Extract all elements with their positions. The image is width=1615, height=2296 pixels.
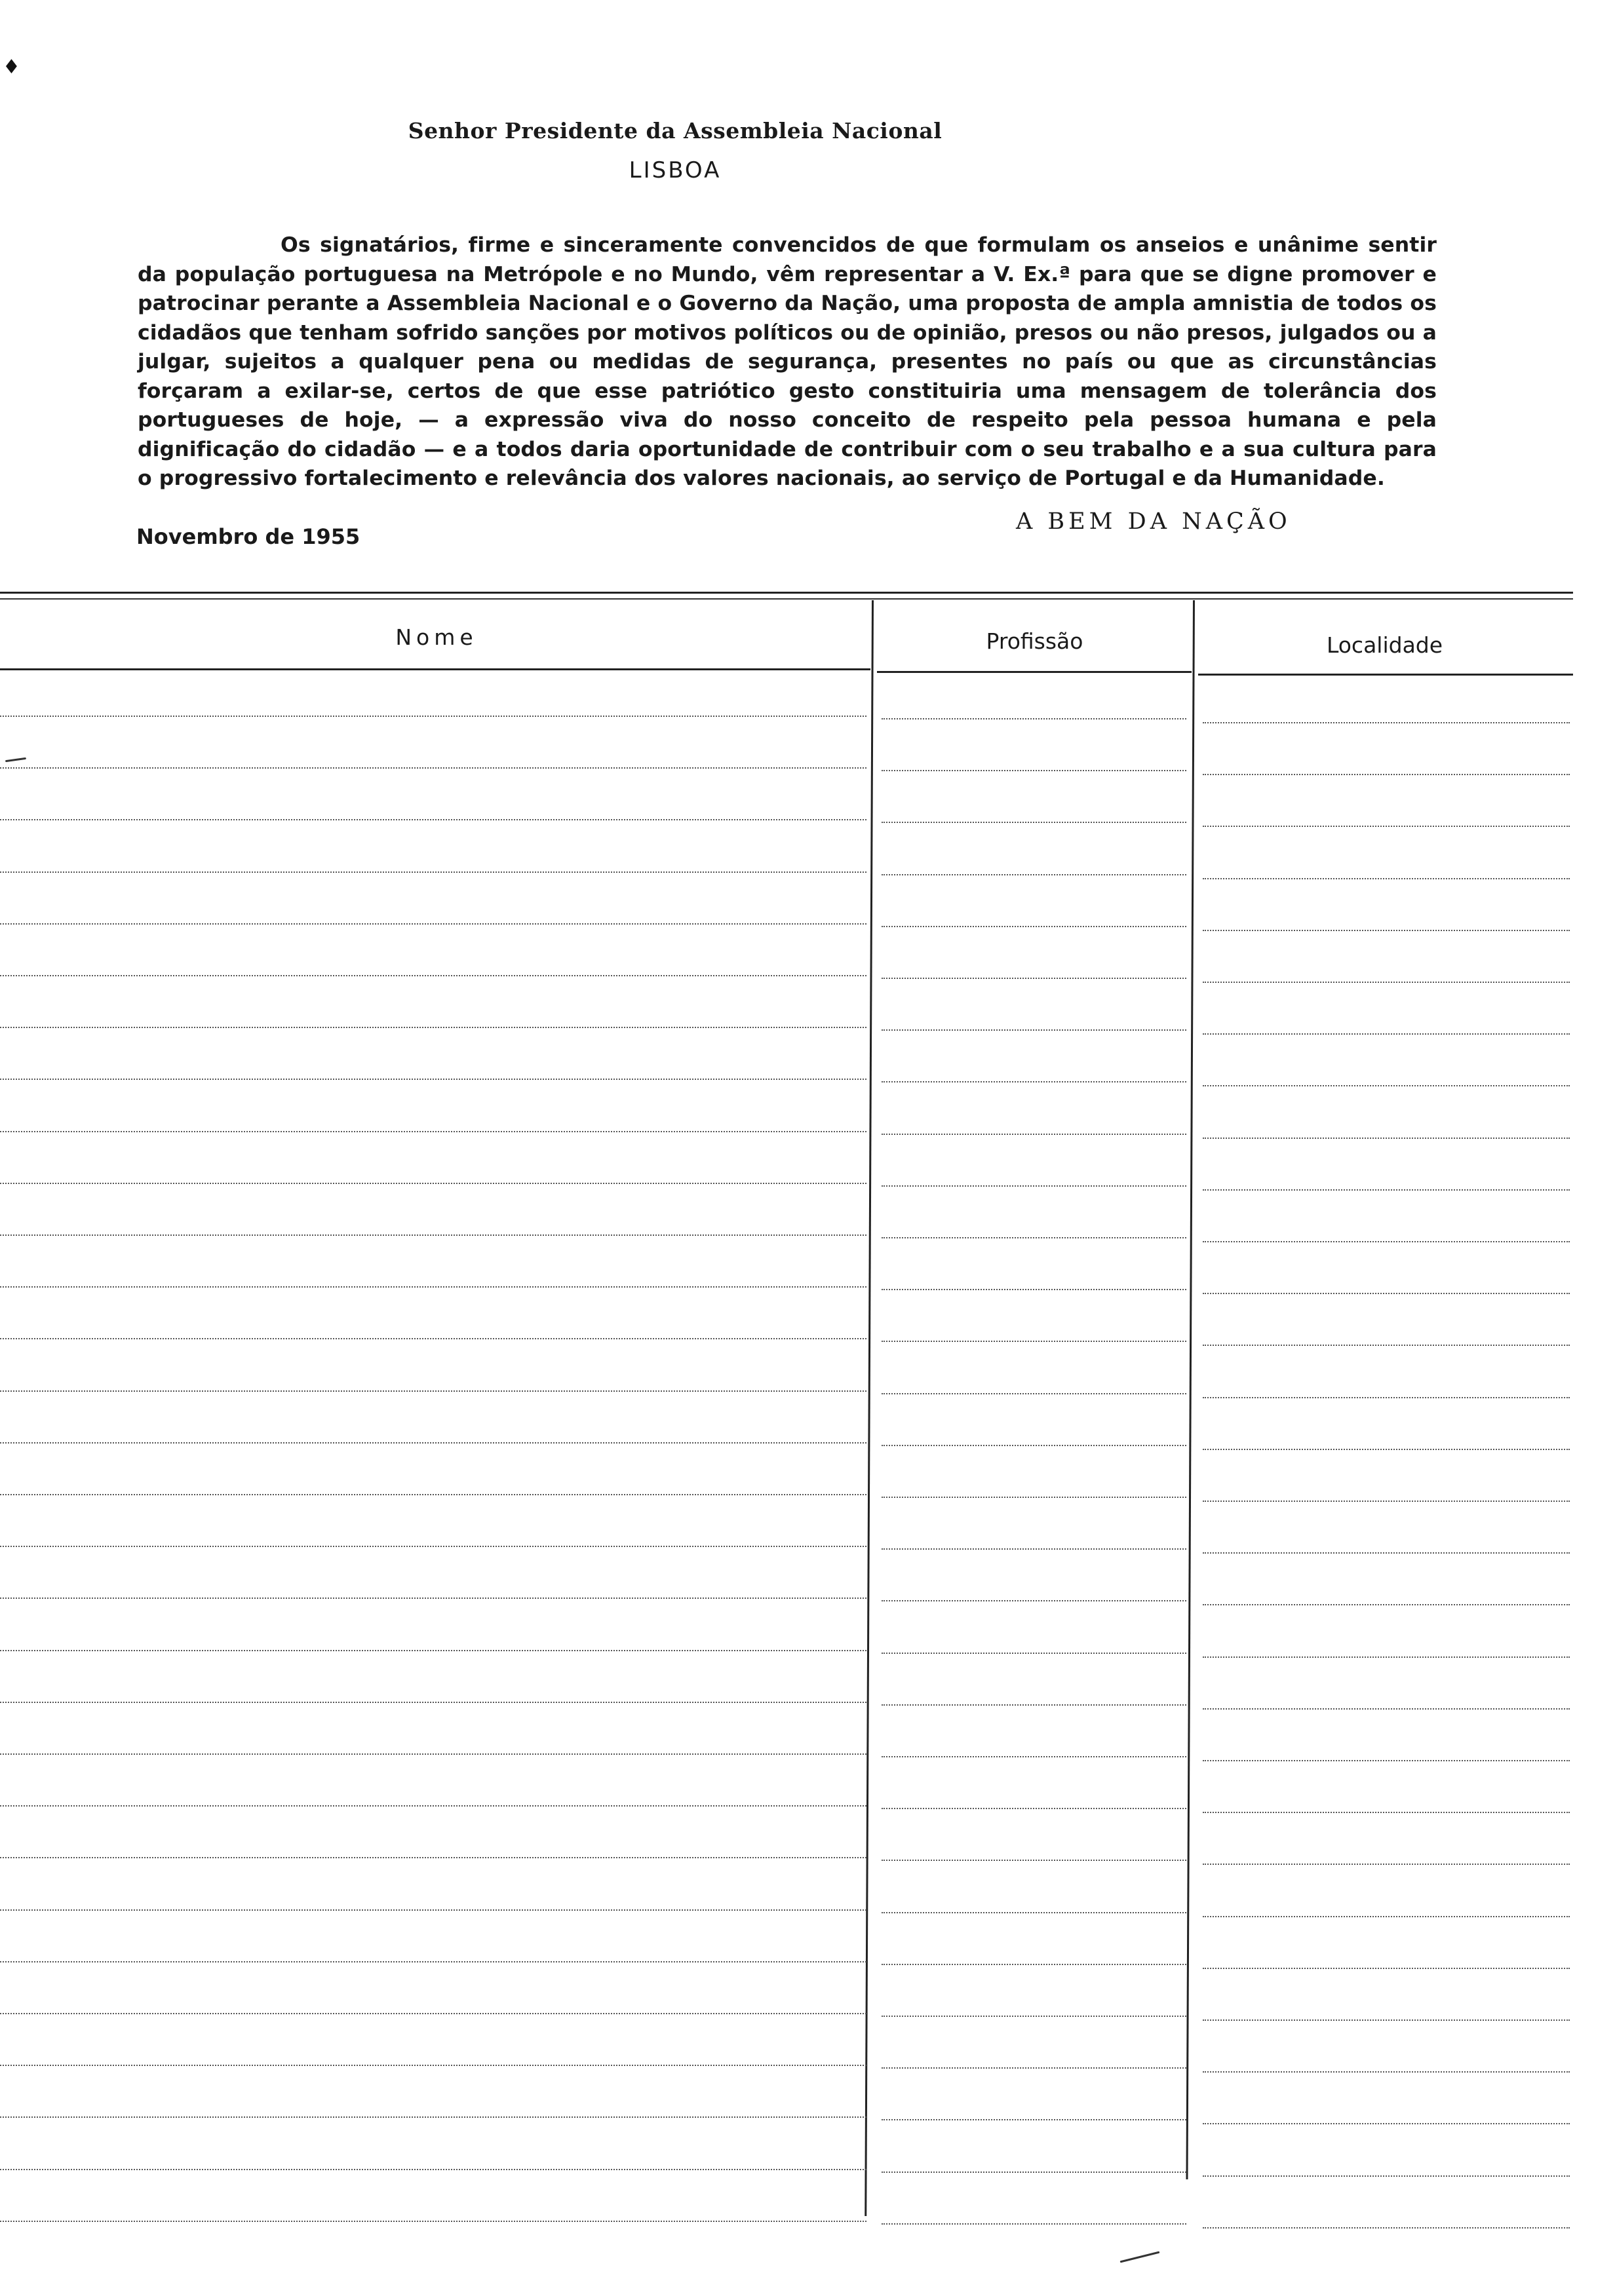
signature-line[interactable] [1203, 1916, 1570, 1917]
signature-line[interactable] [1203, 1241, 1570, 1242]
addressee-city: LISBOA [629, 157, 722, 183]
signature-line[interactable] [882, 2172, 1186, 2173]
header-rule-profissao [877, 671, 1192, 673]
signature-line[interactable] [0, 2013, 866, 2014]
column-divider-1 [865, 600, 874, 2216]
petition-date: Novembro de 1955 [136, 524, 360, 549]
signature-line[interactable] [0, 923, 866, 925]
signature-line[interactable] [882, 1860, 1186, 1861]
signature-line[interactable] [1203, 2071, 1570, 2073]
signature-line[interactable] [882, 1808, 1186, 1809]
signature-line[interactable] [882, 1445, 1186, 1446]
section-rule-thin [0, 598, 1573, 600]
signature-line[interactable] [882, 1289, 1186, 1290]
signature-line[interactable] [0, 1027, 866, 1028]
signature-line[interactable] [0, 1857, 866, 1858]
signature-line[interactable] [0, 1442, 866, 1444]
signature-line[interactable] [0, 2221, 866, 2222]
petition-body: Os signatários, firme e sinceramente convencidos de que formulam os anseios e unânime sentir da população portuguesa na Metrópole e no Mundo, vêm representar a V. Ex.ª para que se digne promover e patrocinar perante a Assembleia Nacional e o Governo da Nação, uma proposta de ampla amnistia de todos os cidadãos que tenham sofrido sanções por motivos políticos ou de opinião, presos ou não presos, julgados ou a julgar, sujeitos a qualquer pena ou medidas de segurança, presentes no país ou que as circunstâncias forçaram a exilar-se, certos de que esse patriótico gesto constituiria uma mensagem de tolerância dos portugueses de hoje, — a expressão viva do nosso conceito de respeito pela pessoa humana e pela dignificação do cidadão — e a todos daria oportunidade de contribuir com o seu trabalho e a sua cultura para o progressivo fortalecimento e relevância dos valores nacionais, ao serviço de Portugal e da Humanidade. [138, 233, 1437, 490]
signature-line[interactable] [882, 2067, 1186, 2069]
header-rule-nome [0, 668, 870, 670]
signature-line[interactable] [1203, 930, 1570, 931]
signature-line[interactable] [0, 1131, 866, 1132]
signature-line[interactable] [0, 2169, 866, 2170]
signature-line[interactable] [882, 2016, 1186, 2017]
signature-line[interactable] [1203, 826, 1570, 827]
signature-table [0, 600, 1573, 2216]
signature-line[interactable] [1203, 1085, 1570, 1086]
signature-line[interactable] [1203, 1293, 1570, 1294]
addressee-line: Senhor Presidente da Assembleia Nacional [408, 118, 943, 144]
signature-line[interactable] [1203, 1708, 1570, 1710]
signature-line[interactable] [0, 1338, 866, 1339]
signature-line[interactable] [0, 716, 866, 717]
margin-bullet-mark: ♦ [3, 56, 20, 79]
signature-line[interactable] [1203, 982, 1570, 983]
signature-line[interactable] [0, 2116, 866, 2118]
column-header-profissao: Profissão [986, 628, 1083, 654]
signature-line[interactable] [882, 1756, 1186, 1757]
signature-line[interactable] [0, 1650, 866, 1651]
signature-line[interactable] [0, 1286, 866, 1288]
signature-line[interactable] [0, 1494, 866, 1495]
signature-line[interactable] [1203, 1864, 1570, 1865]
signature-line[interactable] [0, 1183, 866, 1184]
signature-line[interactable] [882, 1704, 1186, 1706]
signature-line[interactable] [882, 770, 1186, 771]
signature-line[interactable] [882, 1653, 1186, 1654]
signature-line[interactable] [1203, 1604, 1570, 1605]
signature-line[interactable] [1203, 1138, 1570, 1139]
signature-line[interactable] [882, 1497, 1186, 1498]
signature-line[interactable] [1203, 1656, 1570, 1658]
signature-line[interactable] [1203, 2019, 1570, 2021]
signature-line[interactable] [1203, 1760, 1570, 1761]
signature-line[interactable] [882, 1134, 1186, 1135]
header-rule-localidade [1198, 674, 1573, 676]
signature-line[interactable] [0, 1546, 866, 1547]
signature-line[interactable] [1203, 1397, 1570, 1398]
signature-line[interactable] [882, 2223, 1186, 2225]
signature-line[interactable] [882, 718, 1186, 719]
signature-line[interactable] [1203, 1968, 1570, 1969]
signature-line[interactable] [882, 822, 1186, 823]
signature-line[interactable] [0, 1702, 866, 1703]
signature-line[interactable] [882, 1237, 1186, 1238]
signature-line[interactable] [882, 926, 1186, 927]
signature-line[interactable] [0, 1909, 866, 1911]
signature-line[interactable] [1203, 774, 1570, 775]
signature-line[interactable] [1203, 2175, 1570, 2177]
signature-line[interactable] [882, 1081, 1186, 1082]
signature-line[interactable] [882, 1185, 1186, 1187]
signature-line[interactable] [882, 2119, 1186, 2120]
signature-line[interactable] [0, 1805, 866, 1807]
signature-line[interactable] [0, 819, 866, 820]
signature-line[interactable] [1203, 878, 1570, 879]
signature-line[interactable] [1203, 1552, 1570, 1554]
signature-line[interactable] [1203, 1033, 1570, 1035]
column-divider-2 [1186, 600, 1195, 2179]
signature-line[interactable] [1203, 1449, 1570, 1450]
signature-line[interactable] [882, 1393, 1186, 1394]
signature-line[interactable] [1203, 2227, 1570, 2229]
signature-line[interactable] [882, 978, 1186, 979]
signature-line[interactable] [1203, 1501, 1570, 1502]
signature-line[interactable] [1203, 1189, 1570, 1191]
signature-line[interactable] [882, 874, 1186, 875]
signature-line[interactable] [1203, 1812, 1570, 1813]
signature-line[interactable] [0, 1079, 866, 1080]
signature-line[interactable] [1203, 2123, 1570, 2124]
stray-pen-mark [1120, 2251, 1160, 2263]
signature-line[interactable] [882, 1600, 1186, 1601]
signature-line[interactable] [882, 1548, 1186, 1550]
column-header-nome: Nome [395, 624, 478, 650]
signature-line[interactable] [0, 1234, 866, 1236]
signature-line[interactable] [882, 1341, 1186, 1342]
signature-line[interactable] [1203, 722, 1570, 723]
signature-line[interactable] [882, 1964, 1186, 1965]
closing-salutation: A BEM DA NAÇÃO [1016, 508, 1291, 535]
column-header-localidade: Localidade [1326, 632, 1443, 658]
signature-line[interactable] [0, 975, 866, 976]
signature-line[interactable] [882, 1029, 1186, 1031]
signature-line[interactable] [0, 1753, 866, 1755]
signature-line[interactable] [882, 1912, 1186, 1913]
signature-line[interactable] [0, 1961, 866, 1962]
section-rule-thick [0, 592, 1573, 594]
signature-line[interactable] [0, 871, 866, 873]
signature-line[interactable] [0, 2065, 866, 2066]
signature-line[interactable] [0, 767, 866, 769]
signature-line[interactable] [0, 1598, 866, 1599]
signature-line[interactable] [1203, 1345, 1570, 1346]
signature-line[interactable] [0, 1390, 866, 1392]
